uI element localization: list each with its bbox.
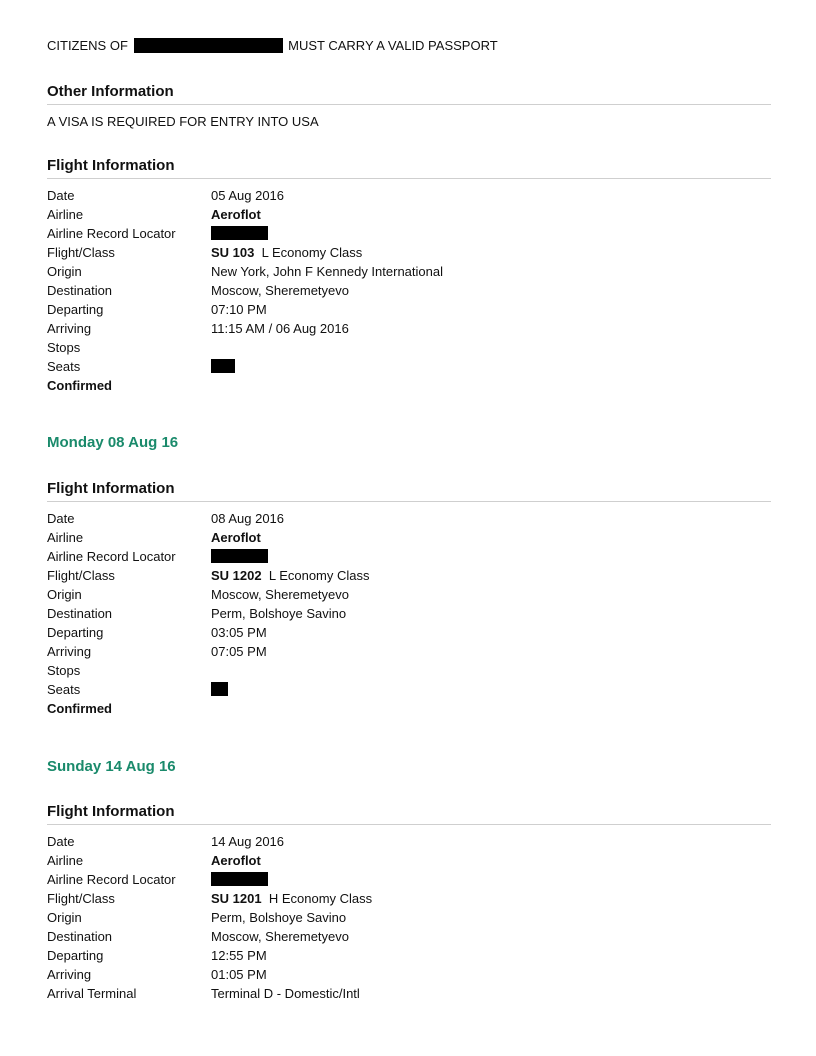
- airline-value: Aeroflot: [211, 207, 261, 222]
- flight-details-1: [47, 186, 771, 395]
- stops-label: Stops: [47, 340, 81, 355]
- destination-row: [47, 281, 771, 300]
- booking-class: H Economy Class: [268, 891, 373, 906]
- departing-row: [47, 623, 771, 642]
- date-value: 08 Aug 2016: [211, 511, 285, 526]
- redacted-record-locator: [211, 549, 268, 563]
- flight-class-label: Flight/Class: [47, 891, 115, 906]
- record-locator-label: Airline Record Locator: [47, 549, 176, 564]
- date-row: [47, 832, 771, 851]
- arriving-label: Arriving: [47, 967, 92, 982]
- destination-label: Destination: [47, 929, 113, 944]
- arriving-label: Arriving: [47, 321, 92, 336]
- passport-notice-prefix: CITIZENS OF: [47, 38, 128, 53]
- origin-label: Origin: [47, 910, 82, 925]
- arriving-value: 01:05 PM: [211, 967, 267, 982]
- seats-row: [47, 680, 771, 699]
- flight-class-value: [211, 566, 370, 585]
- confirmed-row: [47, 699, 771, 718]
- booking-class: L Economy Class: [268, 568, 370, 583]
- departing-row: [47, 300, 771, 319]
- airline-row: [47, 205, 771, 224]
- arriving-value: 07:05 PM: [211, 644, 267, 659]
- passport-notice: [47, 38, 498, 54]
- airline-label: Airline: [47, 853, 84, 868]
- redacted-record-locator: [211, 226, 268, 240]
- record-locator-row: [47, 224, 771, 243]
- redacted-seat: [211, 682, 228, 696]
- origin-row: [47, 585, 771, 604]
- arrival-terminal-label: Arrival Terminal: [47, 986, 137, 1001]
- departing-label: Departing: [47, 302, 104, 317]
- record-locator-label: Airline Record Locator: [47, 226, 176, 241]
- redacted-country: [134, 38, 283, 53]
- departing-value: 12:55 PM: [211, 948, 267, 963]
- day-heading: Sunday 14 Aug 16: [47, 758, 176, 775]
- confirmed-status: Confirmed: [47, 378, 112, 393]
- destination-row: [47, 927, 771, 946]
- departing-value: 07:10 PM: [211, 302, 267, 317]
- destination-row: [47, 604, 771, 623]
- seats-row: [47, 357, 771, 376]
- departing-value: 03:05 PM: [211, 625, 267, 640]
- flight-class-row: [47, 243, 771, 262]
- date-value: 05 Aug 2016: [211, 188, 285, 203]
- visa-notice: A VISA IS REQUIRED FOR ENTRY INTO USA: [47, 114, 319, 129]
- stops-row: [47, 661, 771, 680]
- origin-label: Origin: [47, 587, 82, 602]
- confirmed-status: Confirmed: [47, 701, 112, 716]
- flight-number: SU 103: [211, 245, 255, 260]
- arriving-value: 11:15 AM / 06 Aug 2016: [211, 321, 349, 336]
- stops-label: Stops: [47, 663, 81, 678]
- airline-value: Aeroflot: [211, 853, 261, 868]
- flight-class-value: [211, 243, 362, 262]
- origin-value: New York, John F Kennedy International: [211, 264, 443, 279]
- origin-label: Origin: [47, 264, 82, 279]
- departing-label: Departing: [47, 948, 104, 963]
- origin-value: Moscow, Sheremetyevo: [211, 587, 350, 602]
- flight-number: SU 1201: [211, 891, 262, 906]
- flight-information-heading: Flight Information: [47, 157, 771, 179]
- other-information-heading: Other Information: [47, 83, 771, 105]
- flight-class-row: [47, 566, 771, 585]
- origin-row: [47, 262, 771, 281]
- confirmed-row: [47, 376, 771, 395]
- flight-information-heading: Flight Information: [47, 480, 771, 502]
- record-locator-label: Airline Record Locator: [47, 872, 176, 887]
- redacted-record-locator: [211, 872, 268, 886]
- destination-value: Perm, Bolshoye Savino: [211, 606, 347, 621]
- flight-details-2: [47, 509, 771, 718]
- arriving-row: [47, 965, 771, 984]
- seats-label: Seats: [47, 359, 81, 374]
- date-value: 14 Aug 2016: [211, 834, 285, 849]
- flight-class-value: [211, 889, 372, 908]
- departing-row: [47, 946, 771, 965]
- origin-row: [47, 908, 771, 927]
- airline-label: Airline: [47, 530, 84, 545]
- arrival-terminal-value: Terminal D - Domestic/Intl: [211, 986, 360, 1001]
- date-label: Date: [47, 511, 75, 526]
- destination-label: Destination: [47, 606, 113, 621]
- flight-number: SU 1202: [211, 568, 262, 583]
- record-locator-row: [47, 547, 771, 566]
- booking-class: L Economy Class: [261, 245, 363, 260]
- redacted-seat: [211, 359, 235, 373]
- arriving-row: [47, 642, 771, 661]
- date-row: [47, 509, 771, 528]
- origin-value: Perm, Bolshoye Savino: [211, 910, 347, 925]
- destination-value: Moscow, Sheremetyevo: [211, 929, 350, 944]
- seats-label: Seats: [47, 682, 81, 697]
- date-row: [47, 186, 771, 205]
- day-heading: Monday 08 Aug 16: [47, 434, 179, 451]
- flight-class-row: [47, 889, 771, 908]
- date-label: Date: [47, 834, 75, 849]
- arriving-row: [47, 319, 771, 338]
- arriving-label: Arriving: [47, 644, 92, 659]
- flight-class-label: Flight/Class: [47, 568, 115, 583]
- flight-information-heading: Flight Information: [47, 803, 771, 825]
- flight-details-3: [47, 832, 771, 1003]
- flight-class-label: Flight/Class: [47, 245, 115, 260]
- stops-row: [47, 338, 771, 357]
- arrival-terminal-row: [47, 984, 771, 1003]
- passport-notice-suffix: MUST CARRY A VALID PASSPORT: [288, 38, 498, 53]
- airline-value: Aeroflot: [211, 530, 261, 545]
- airline-row: [47, 851, 771, 870]
- destination-label: Destination: [47, 283, 113, 298]
- date-label: Date: [47, 188, 75, 203]
- record-locator-row: [47, 870, 771, 889]
- airline-label: Airline: [47, 207, 84, 222]
- destination-value: Moscow, Sheremetyevo: [211, 283, 350, 298]
- departing-label: Departing: [47, 625, 104, 640]
- airline-row: [47, 528, 771, 547]
